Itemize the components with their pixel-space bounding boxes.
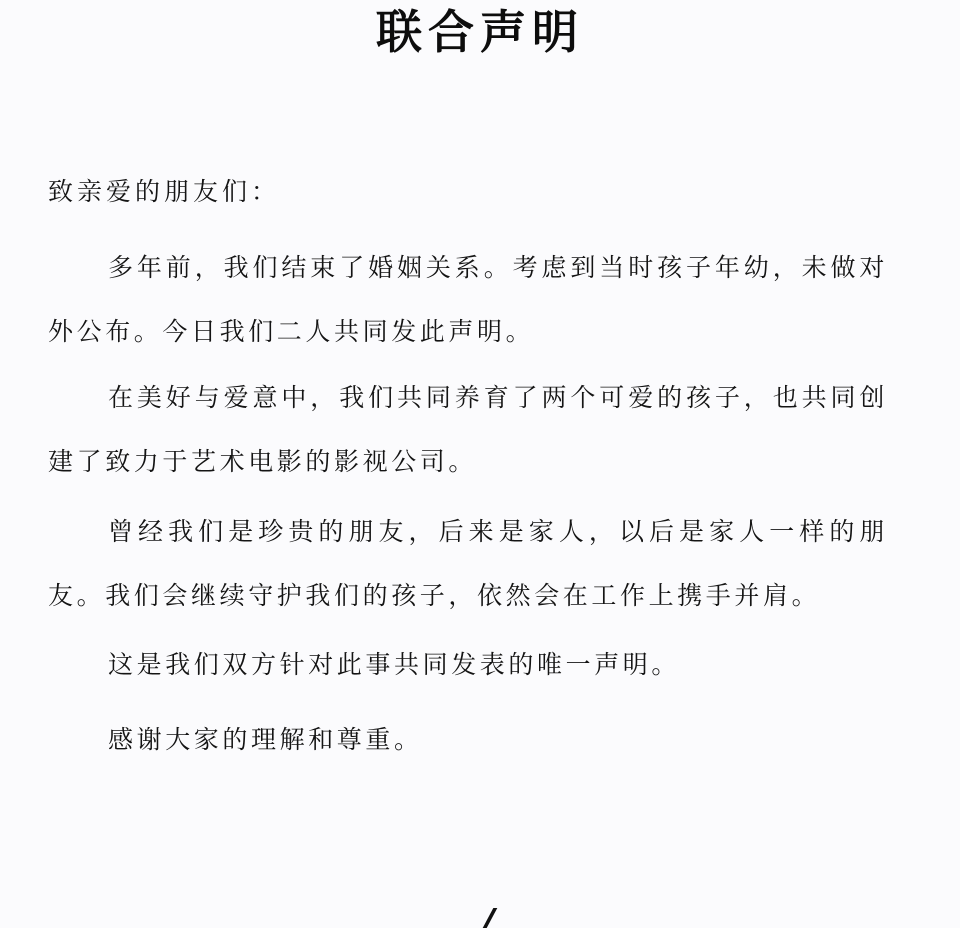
paragraph: 曾经我们是珍贵的朋友，后来是家人，以后是家人一样的朋友。我们会继续守护我们的孩子，依然会在工作上携手并肩。: [48, 517, 888, 610]
paragraph: 多年前，我们结束了婚姻关系。考虑到当时孩子年幼，未做对外公布。今日我们二人共同发此声明。: [48, 253, 888, 346]
signature-stroke: [483, 908, 512, 928]
paragraph: 在美好与爱意中，我们共同养育了两个可爱的孩子，也共同创建了致力于艺术电影的影视公司。: [48, 383, 888, 476]
document-title: 联合声明: [376, 5, 584, 59]
salutation: 致亲爱的朋友们：: [48, 177, 281, 206]
paragraph: 这是我们双方针对此事共同发表的唯一声明。: [108, 650, 681, 679]
paragraph: 感谢大家的理解和尊重。: [108, 725, 423, 754]
